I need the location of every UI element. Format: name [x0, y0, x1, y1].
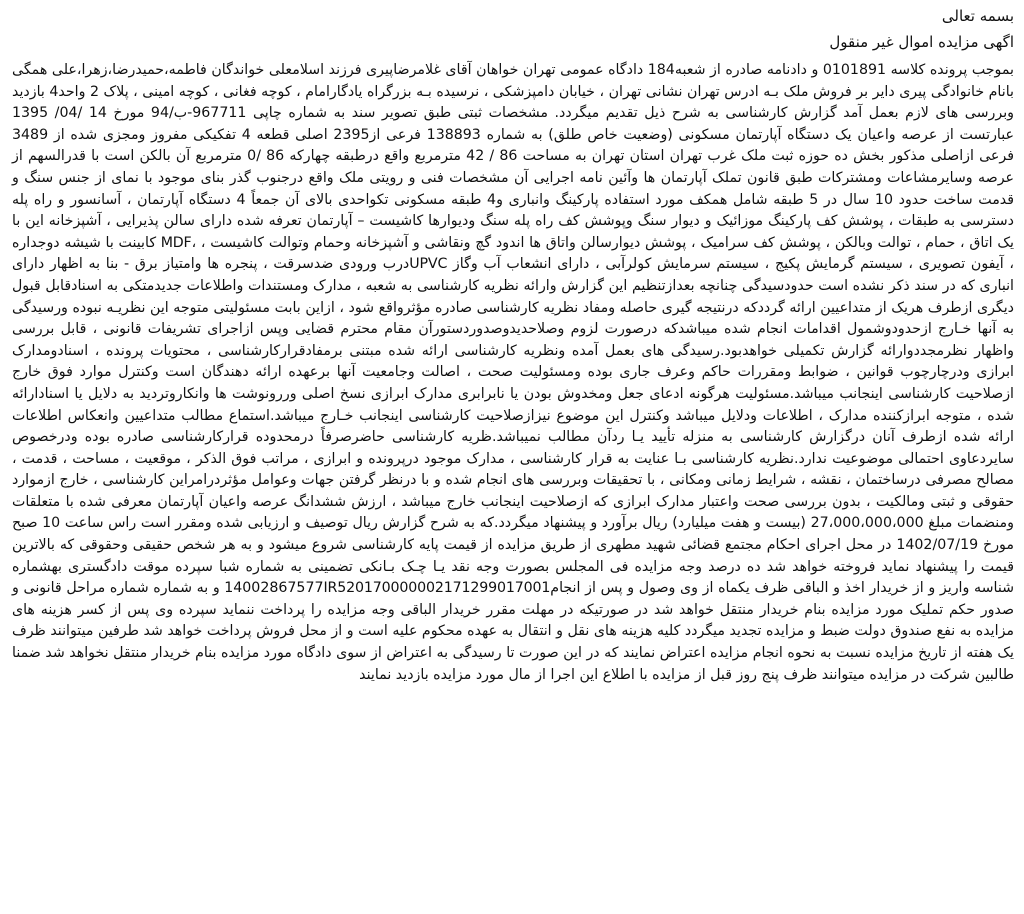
- auction-notice: [10, 6, 1016, 686]
- notice-heading: بسمه تعالی: [941, 7, 1014, 25]
- notice-body: بموجب پرونده کلاسه 0101891 و دادنامه صادره از شعبه184 دادگاه عمومی تهران خواهان آقای غلامرضاپیری فرزند اسلامعلی خواندگان فاطمه،حمیدرضا،زهرا،علی همگی بانام خانوادگی پیری دایر بر فروش ملک بـه ادرس تهران نشانی تهران ، خیابان دامپزشکی ، نرسیده بـه بزرگراه یادگارامام ، کوچه فغانی ، کوچه امینی ، پلاک 2 واحد4 بازدید وبررسی های لازم بعمل آمد گزارش کارشناسی به شرح ذیل تقدیم میگردد. مشخصات ثبتی طبق تصویر سند به شماره چاپی 967711-ب/94 مورخ 14 /04/ 1395 عبارتست از عرصه واعیان یک دستگاه آپارتمان مسکونی (وضعیت خاص طلق) به شماره 138893 فرعی از2395 اصلی قطعه 4 تفکیکی مفروز ومجزی شده از 3489 فرعی ازاصلی مذکور بخش ده حوزه ثبت ملک غرب تهران استان تهران به مساحت 86 / 42 مترمربع واقع درطبقه چهارکه 86 /0 مترمربع آن بالکن است با قدرالسهم از عرصه وسایرمشاعات ومشترکات طبق قانون تملک آپارتمان ها وآئین نامه اجرایی آن مشخصات فنی و رویتی ملک واقع درجنوب گذر بنای موجود با نمای از جنس سنگ و قدمت ساخت حدود 10 سال در 5 طبقه شامل همکف مورد استفاده پارکینگ وانباری و4 طبقه مسکونی تکواحدی بالای آن جمعاً 4 دستگاه آپارتمان ، آسانسور و راه پله دسترسی به طبقات ، پوشش کف پارکینگ موزائیک و دیوار سنگ وپوشش کف راه پله سنگ ودیوارها کاشیست – آپارتمان تعرفه شده دارای سالن پذیرایی ، آشپزخانه این با یک اتاق ، حمام ، توالت وبالکن ، پوشش کف سرامیک ، پوشش دیوارسالن واتاق ها اندود گچ ونقاشی و آشپزخانه وحمام وتوالت کاشیست ، ،MDF کابینت با شیشه دوجداره ، آیفون تصویری ، سیستم گرمایش پکیج ، سیستم سرمایش کولرآبی ، دارای انشعاب آب وگاز UPVCدرب ورودی ضدسرقت ، پنجره ها وامتیاز برق - بنا به اظهار دارای انباری که در سند ذکر نشده است حدودسیدگی چنانچه بعدازتنظیم این گزارش وارائه نظریه کارشناسی به شعبه ، مدارک ومستندات واطلاعات جدیدمتکی به اسنادقابل قبول دیگری ازطرف هریک از متداعیین ارائه گرددکه درنتیجه گیری حاصله ومفاد نظریه کارشناسی صادره مؤثرواقع شود ، ازاین بابت مسئولیتی متوجه این نظریـه نبوده ورسیدگی به آنها خـارج ازحدودوشمول اقدامات انجام شده میباشدکه درصورت لزوم وصلاحدیدوصدوردستورآن مقام محترم قضایی وپس ازاجرای تشریفات قانونی ، قابل بررسی واظهار نظرمجددوارائه گزارش تکمیلی خواهدبود.رسیدگی های بعمل آمده ونظریه کارشناسی ارائه شده مبتنی برمفادقرارکارشناسی ، محتویات پرونده ، اسنادومدارک ابرازی ودرچارچوب قوانین ، ضوابط ومقررات حاکم وعرف جاری بوده ومسئولیت صحت ، اصالت وجامعیت آنها برعهده ارائه دهندگان است وکنترل موارد فوق خارج ازصلاحیت کارشناسی اینجانب میباشد.مسئولیت هرگونه ادعای جعل ومخدوش بودن یا نابرابری مدارک ابرازی نسخ اصلی وررونوشت ها وانکاروتردید به دلایل یا اسنادارائه شده ، متوجه ابرازکننده مدارک ، اطلاعات ودلایل میباشد وکنترل این موضوع نیزازصلاحیت کارشناسی اینجانب خـارج میباشد.استماع مطالب متداعیین وانعکاس اطلاعات ارائه شده ازطرف آنان درگزارش کارشناسی به منزله تأیید یـا ردآن مطالب نمیباشد.ظریه کارشناسی حاضرصرفاً درمحدوده قرارکارشناسی صادره بوده ودرخصوص سایردعاوی احتمالی موضوعیت ندارد.نظریه کارشناسی بـا عنایت به قرار کارشناسی ، مدارک موجود درپرونده و ابرازی ، مراتب فوق الذکر ، موقعیت ، مساحت ، قدمت ، مصالح مصرفی درساختمان ، نقشه ، شرایط زمانی ومکانی ، با تحقیقات وبررسی های انجام شده و با درنظر گرفتن جهات وعوامل مؤثردرامراین کارشناسی ، خارج ازموارد حقوقی و ثبتی ومالکیت ، بدون بررسی صحت واعتبار مدارک ابرازی که ازصلاحیت اینجانب خارج میباشد ، ارزش ششدانگ عرصه واعیان آپارتمان معرفی شده با متعلقات ومنضمات مبلغ 27،000،000،000 (بیست و هفت میلیارد) ریال برآورد و پیشنهاد میگردد.که به شرح گزارش ریال توصیف و ارزیابی شده ومقرر است راس ساعت 10 صبح مورخ 1402/07/19 در محل اجرای احکام مجتمع قضائی شهید مطهری از طریق مزایده از قیمت پایه کارشناسی شروع میشود و به هر شخص حقیقی وحقوقی که بالاترین قیمت را پیشنهاد نماید فروخته خواهد شد ده درصد وجه مزایده فی المجلس بصورت وجه نقد یـا چـک بـانکی تضمینی به شماره شبا سپرده موقت دادگستری بهشماره شناسه واریز و از خریدار اخذ و الباقی ظرف یکماه از وی وصول و پس از انجام14002867577IR520170000002171299017001 و به شماره شماره مراحل قانونی و صدور حکم تملیک مورد مزایده بنام خریدار منتقل خواهد شد در صورتیکه در مهلت مقرر خریدار الباقی وجه مزایده را پرداخت ننماید سپرده وی پس از کسر هزینه های مزایده به نفع صندوق دولت ضبط و مزایده تجدید میگردد کلیه هزینه های نقل و انتقال به عهده محکوم علیه است و از محل فروش پرداخت خواهد شد طرفین میتوانند ظرف یک هفته از تاریخ مزایده نسبت به نحوه انجام مزایده اعتراض نمایند که در این صورت تا رسیدگی به اعتراض از سوی دادگاه مورد مزایده بنام خریدار منتقل نخواهد شد ضمنا طالبین شرکت در مزایده میتوانند ظرف پنج روز قبل از مزایده با اطلاع این اجرا از مال مورد مزایده بازدید نمایند: [12, 62, 1015, 683]
- notice-title: اگهی مزایده اموال غیر منقول: [829, 33, 1014, 51]
